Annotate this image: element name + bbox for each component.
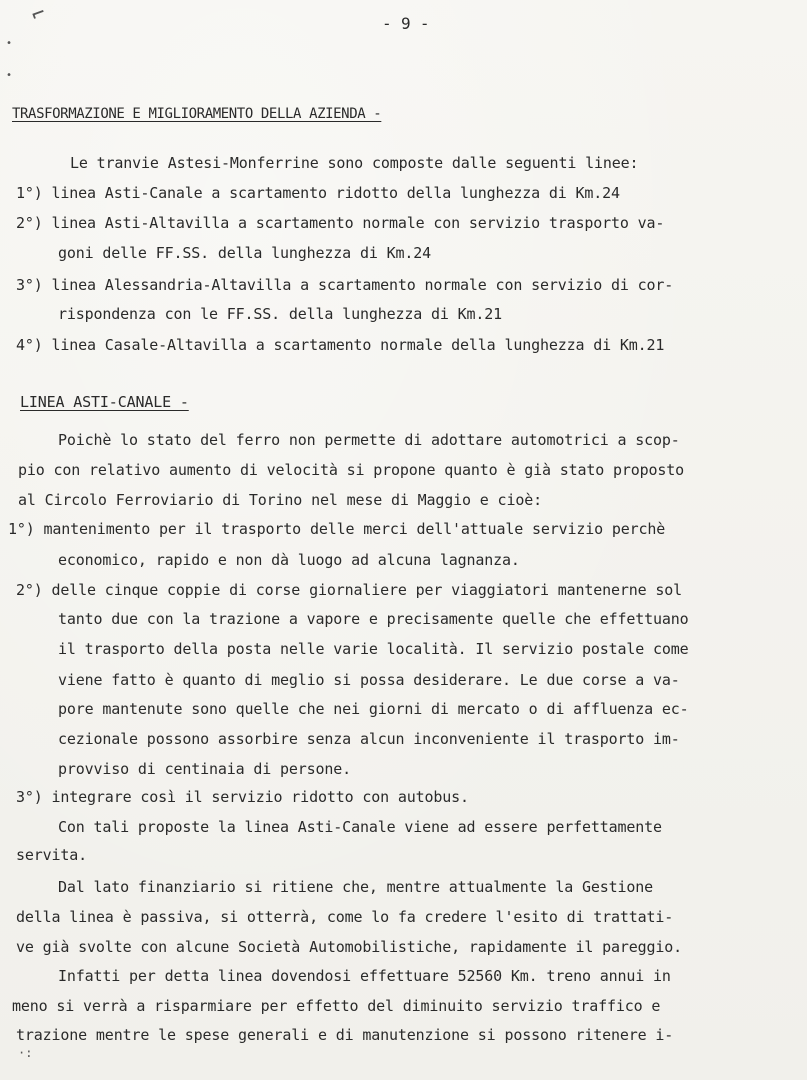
paragraph-line: trazione mentre le spese generali e di manutenzione si possono ritenere i- (16, 1026, 674, 1044)
paragraph-line: 2°) delle cinque coppie di corse giornaliere per viaggiatori mantenerne sol (16, 581, 683, 599)
corner-mark: ⌐ (28, 0, 50, 29)
paragraph-line: cezionale possono assorbire senza alcun inconveniente il trasporto im- (58, 730, 680, 748)
heading-section: LINEA ASTI-CANALE - (20, 393, 189, 411)
page-number: - 9 - (382, 14, 430, 33)
margin-dot: ·: (18, 1046, 33, 1060)
line-item: goni delle FF.SS. della lunghezza di Km.24 (58, 244, 431, 262)
paragraph-line: il trasporto della posta nelle varie località. Il servizio postale come (58, 640, 689, 658)
line-item: 3°) linea Alessandria-Altavilla a scartamento normale con servizio di cor- (16, 276, 674, 294)
paragraph-line: Poichè lo stato del ferro non permette di adottare automotrici a scop- (58, 431, 680, 449)
paragraph-line: 1°) mantenimento per il trasporto delle merci dell'attuale servizio perchè (8, 520, 666, 538)
paragraph-line: viene fatto è quanto di meglio si possa desiderare. Le due corse a va- (58, 671, 680, 689)
intro-line: Le tranvie Astesi-Monferrine sono composte dalle seguenti linee: (70, 154, 639, 172)
paragraph-line: Infatti per detta linea dovendosi effettuare 52560 Km. treno annui in (58, 967, 671, 985)
paragraph-line: pio con relativo aumento di velocità si propone quanto è già stato proposto (18, 461, 685, 479)
margin-dot: • (6, 38, 13, 49)
paragraph-line: 3°) integrare così il servizio ridotto con autobus. (16, 788, 469, 806)
paragraph-line: economico, rapido e non dà luogo ad alcuna lagnanza. (58, 551, 520, 569)
paragraph-line: ve già svolte con alcune Società Automobilistiche, rapidamente il pareggio. (16, 938, 683, 956)
paragraph-line: tanto due con la trazione a vapore e precisamente quelle che effettuano (58, 610, 689, 628)
line-item: 2°) linea Asti-Altavilla a scartamento normale con servizio trasporto va- (16, 214, 665, 232)
paragraph-line: della linea è passiva, si otterrà, come lo fa credere l'esito di trattati- (16, 908, 674, 926)
paragraph-line: al Circolo Ferroviario di Torino nel mese di Maggio e cioè: (18, 491, 542, 509)
paragraph-line: Con tali proposte la linea Asti-Canale viene ad essere perfettamente (58, 818, 662, 836)
paragraph-line: Dal lato finanziario si ritiene che, mentre attualmente la Gestione (58, 878, 654, 896)
margin-dot: • (6, 70, 13, 81)
line-item: 4°) linea Casale-Altavilla a scartamento normale della lunghezza di Km.21 (16, 336, 665, 354)
paragraph-line: meno si verrà a risparmiare per effetto del diminuito servizio traffico e (12, 997, 661, 1015)
paragraph-line: pore mantenute sono quelle che nei giorni di mercato o di affluenza ec- (58, 700, 689, 718)
heading-main: TRASFORMAZIONE E MIGLIORAMENTO DELLA AZIENDA - (12, 106, 382, 122)
line-item: 1°) linea Asti-Canale a scartamento ridotto della lunghezza di Km.24 (16, 184, 620, 202)
line-item: rispondenza con le FF.SS. della lunghezza di Km.21 (58, 305, 503, 323)
paragraph-line: provviso di centinaia di persone. (58, 760, 352, 778)
paragraph-line: servita. (16, 846, 88, 864)
